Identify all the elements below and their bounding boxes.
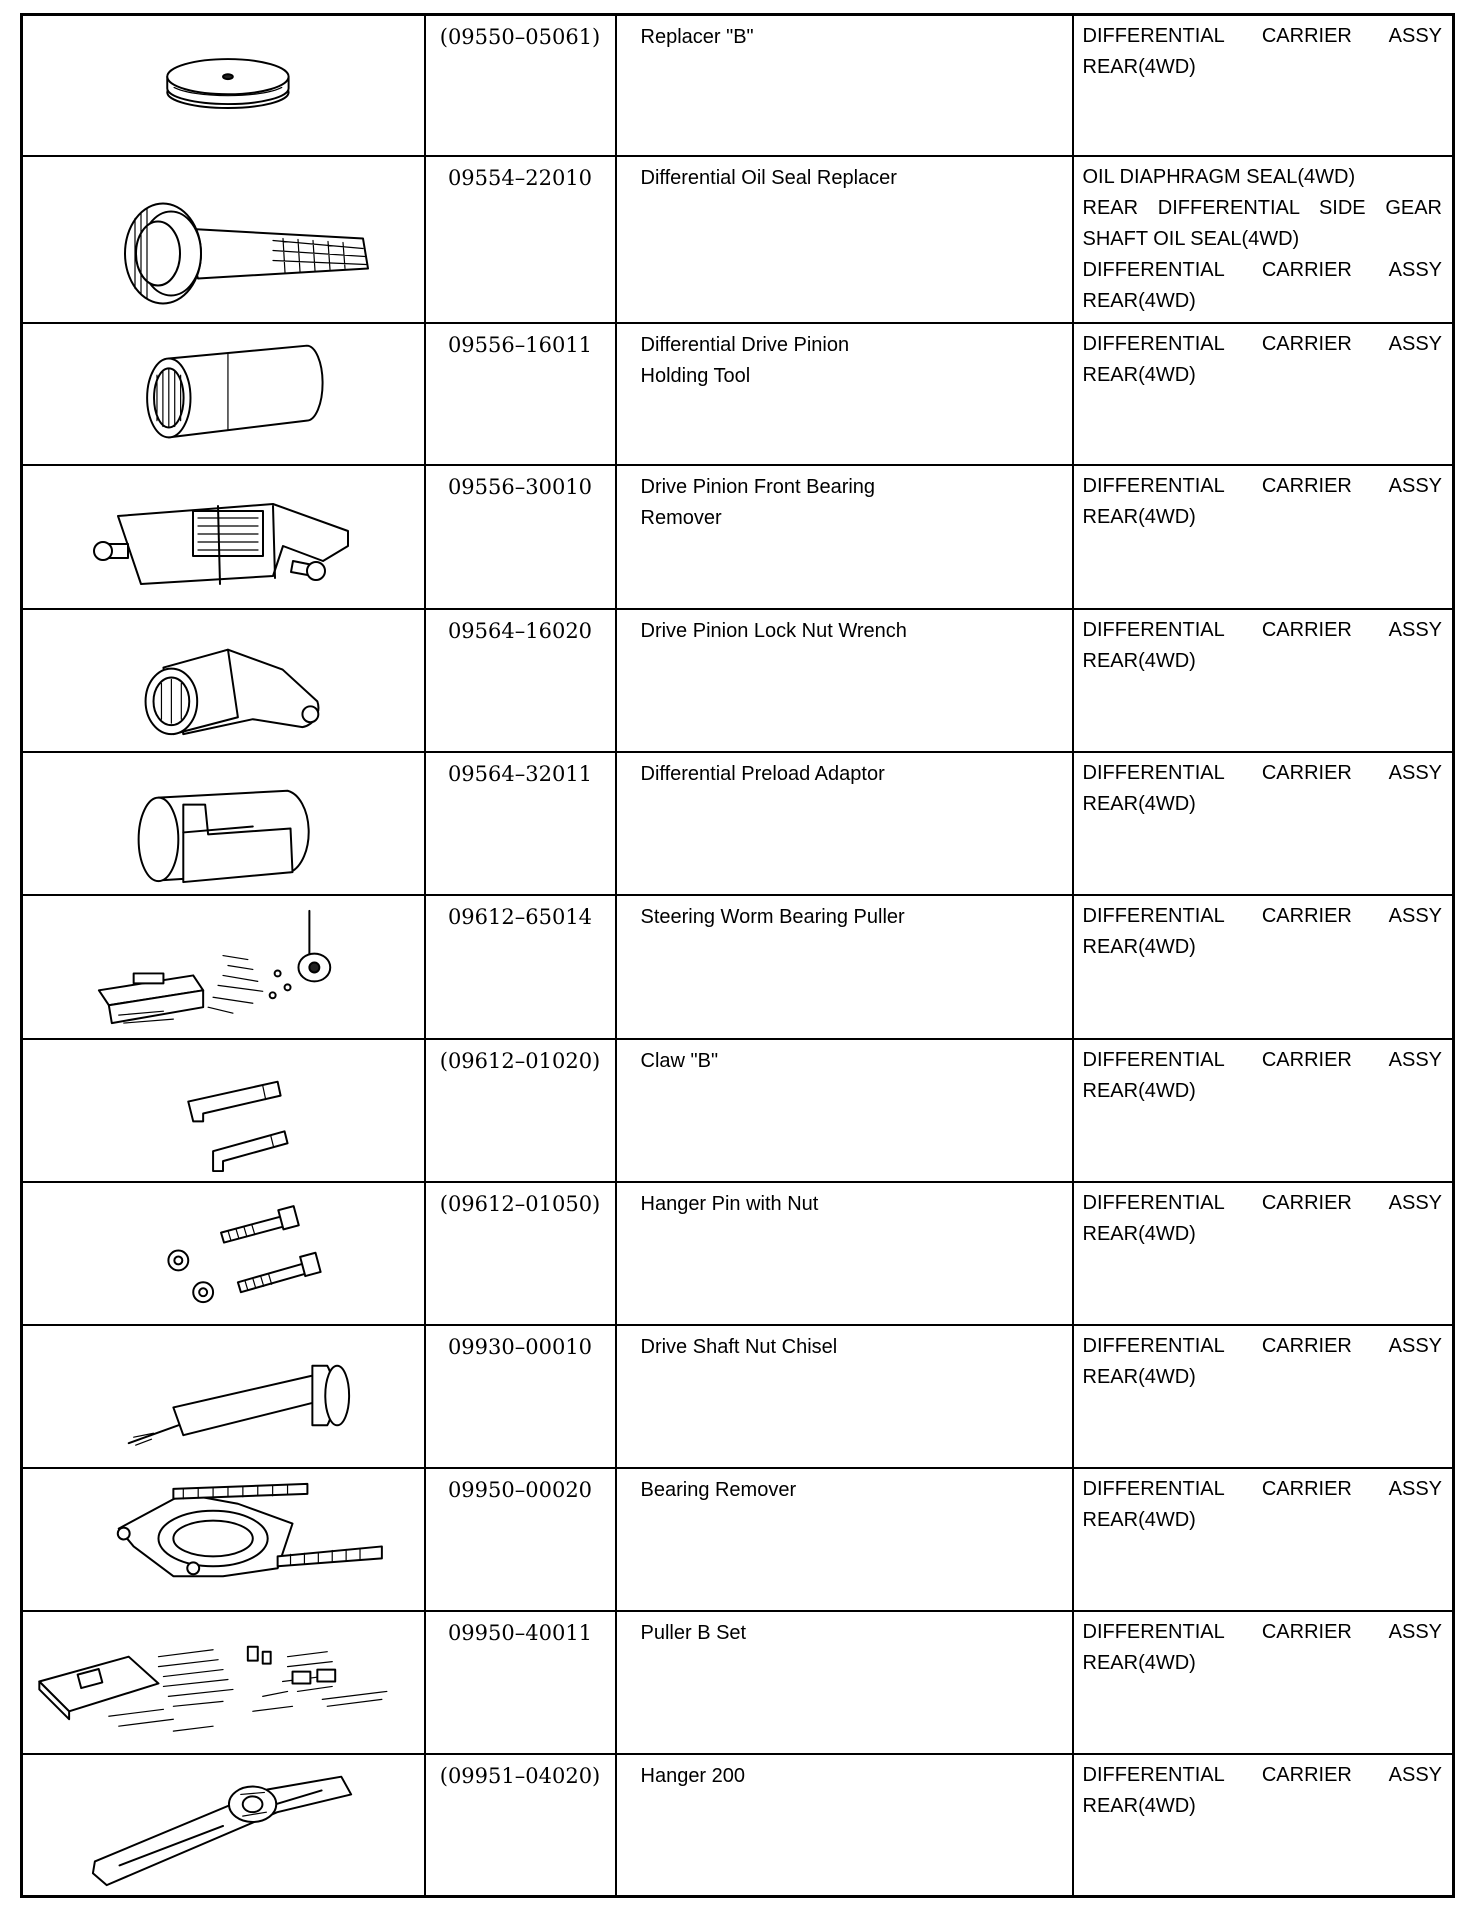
application-note — [1074, 1612, 1453, 1679]
tool-illustration-cell — [22, 609, 425, 752]
application-line: SHAFT OIL SEAL(4WD) — [1082, 227, 1300, 250]
part-number-cell — [425, 1611, 616, 1754]
application-note — [1074, 1326, 1453, 1393]
tool-name-cell — [616, 15, 1073, 156]
tool-name-cell — [616, 1611, 1073, 1754]
part-number: 09612–65014 — [447, 905, 593, 930]
part-number: 09564–32011 — [447, 762, 593, 787]
application-cell — [1073, 156, 1454, 323]
part-number: (09612–01020) — [439, 1048, 601, 1073]
application-note — [1074, 324, 1453, 391]
part-number-cell — [425, 1182, 616, 1325]
application-line: REAR(4WD) — [1082, 1652, 1196, 1675]
disc-replacer-icon — [23, 16, 425, 153]
application-line: DIFFERENTIAL CARRIER ASSY — [1082, 258, 1442, 281]
tool-name: Bearing Remover — [640, 1478, 797, 1501]
bearing-remover-clamp-icon — [23, 466, 425, 606]
hanger-pin-icon — [23, 1183, 425, 1322]
application-note — [1074, 1469, 1453, 1536]
tool-illustration-cell — [22, 323, 425, 465]
tool-name: Puller B Set — [640, 1622, 747, 1645]
tool-name-cell — [616, 323, 1073, 465]
application-note — [1074, 610, 1453, 677]
part-number-cell — [425, 15, 616, 156]
application-cell — [1073, 752, 1454, 895]
tool-name-cell — [616, 465, 1073, 609]
part-number: 09556–30010 — [447, 474, 593, 499]
part-number: 09556–16011 — [447, 332, 593, 357]
puller-kit-icon — [23, 896, 425, 1035]
tool-name: Steering Worm Bearing Puller — [640, 906, 905, 929]
application-line: REAR(4WD) — [1082, 56, 1196, 78]
tool-name: Claw "B" — [640, 1049, 719, 1072]
part-number: 09554–22010 — [447, 165, 593, 190]
table-row — [22, 609, 1454, 752]
application-note — [1074, 157, 1453, 317]
part-number-cell — [425, 1325, 616, 1468]
tool-name-cell — [616, 1039, 1073, 1182]
application-line: REAR(4WD) — [1082, 1365, 1196, 1388]
application-line: REAR(4WD) — [1082, 1079, 1196, 1102]
application-cell — [1073, 1754, 1454, 1896]
application-note — [1074, 753, 1453, 820]
application-note — [1074, 1755, 1453, 1822]
application-note — [1074, 1183, 1453, 1250]
application-line: DIFFERENTIAL CARRIER ASSY — [1082, 762, 1442, 785]
application-line: DIFFERENTIAL CARRIER ASSY — [1082, 1764, 1442, 1787]
part-number: 09564–16020 — [447, 619, 593, 644]
oil-seal-replacer-icon — [23, 157, 425, 320]
application-line: REAR(4WD) — [1082, 793, 1196, 816]
application-line: OIL DIAPHRAGM SEAL(4WD) — [1082, 165, 1356, 188]
application-line: DIFFERENTIAL CARRIER ASSY — [1082, 1621, 1442, 1644]
part-number-cell — [425, 465, 616, 609]
part-number-cell — [425, 156, 616, 323]
tool-illustration-cell — [22, 1754, 425, 1896]
tool-name-cell — [616, 1754, 1073, 1896]
part-number-cell — [425, 752, 616, 895]
part-number-cell — [425, 1468, 616, 1611]
application-cell — [1073, 15, 1454, 156]
application-line: REAR(4WD) — [1082, 363, 1196, 386]
application-line: REAR DIFFERENTIAL SIDE GEAR — [1082, 196, 1442, 219]
part-number: (09951–04020) — [439, 1764, 601, 1789]
tool-illustration-cell — [22, 1039, 425, 1182]
application-line: DIFFERENTIAL CARRIER ASSY — [1082, 332, 1442, 355]
tool-name: Drive Shaft Nut Chisel — [640, 1335, 838, 1358]
table-row — [22, 752, 1454, 895]
tool-name-cell — [616, 1325, 1073, 1468]
application-cell — [1073, 323, 1454, 465]
chisel-icon — [23, 1326, 425, 1465]
part-number-cell — [425, 1039, 616, 1182]
lock-nut-wrench-icon — [23, 610, 425, 749]
table-row — [22, 156, 1454, 323]
application-line: DIFFERENTIAL CARRIER ASSY — [1082, 619, 1442, 642]
application-line: REAR(4WD) — [1082, 936, 1196, 959]
application-line: DIFFERENTIAL CARRIER ASSY — [1082, 474, 1442, 497]
application-line: REAR(4WD) — [1082, 289, 1196, 312]
table-row — [22, 15, 1454, 156]
application-note — [1074, 1040, 1453, 1107]
tool-illustration-cell — [22, 1182, 425, 1325]
tool-illustration-cell — [22, 465, 425, 609]
table-row — [22, 323, 1454, 465]
tool-name: Drive Pinion Front Bearing Remover — [640, 475, 876, 529]
tool-illustration-cell — [22, 1325, 425, 1468]
preload-adaptor-icon — [23, 753, 425, 892]
tool-illustration-cell — [22, 15, 425, 156]
tool-name-cell — [616, 1182, 1073, 1325]
application-cell — [1073, 1611, 1454, 1754]
puller-set-icon — [23, 1612, 425, 1751]
part-number-cell — [425, 895, 616, 1038]
tool-illustration-cell — [22, 752, 425, 895]
application-note — [1074, 466, 1453, 533]
claw-icon — [23, 1040, 425, 1179]
application-cell — [1073, 1468, 1454, 1611]
tool-name-cell — [616, 752, 1073, 895]
application-line: DIFFERENTIAL CARRIER ASSY — [1082, 25, 1442, 47]
table-row — [22, 895, 1454, 1038]
application-line: DIFFERENTIAL CARRIER ASSY — [1082, 1477, 1442, 1500]
tools-table-body — [22, 15, 1454, 1897]
pinion-holding-tool-icon — [23, 324, 425, 462]
application-line: REAR(4WD) — [1082, 1222, 1196, 1245]
table-row — [22, 1182, 1454, 1325]
part-number: 09930–00010 — [447, 1334, 593, 1359]
application-line: REAR(4WD) — [1082, 1795, 1196, 1818]
application-cell — [1073, 1182, 1454, 1325]
bearing-remover-icon — [23, 1469, 425, 1608]
application-cell — [1073, 465, 1454, 609]
part-number: 09950–00020 — [447, 1477, 593, 1502]
application-line: REAR(4WD) — [1082, 505, 1196, 528]
application-note — [1074, 16, 1453, 83]
tool-illustration-cell — [22, 895, 425, 1038]
tool-name-cell — [616, 895, 1073, 1038]
special-service-tools-table — [20, 13, 1455, 1898]
application-line: DIFFERENTIAL CARRIER ASSY — [1082, 1048, 1442, 1071]
table-row — [22, 1325, 1454, 1468]
application-line: REAR(4WD) — [1082, 650, 1196, 673]
application-line: DIFFERENTIAL CARRIER ASSY — [1082, 1334, 1442, 1357]
table-row — [22, 1754, 1454, 1896]
application-note — [1074, 896, 1453, 963]
part-number-cell — [425, 609, 616, 752]
application-cell — [1073, 609, 1454, 752]
tool-illustration-cell — [22, 156, 425, 323]
tool-name: Replacer "B" — [640, 26, 754, 48]
tool-name: Differential Drive Pinion Holding Tool — [640, 333, 850, 387]
tool-name: Differential Oil Seal Replacer — [640, 166, 897, 189]
tool-illustration-cell — [22, 1611, 425, 1754]
part-number-cell — [425, 323, 616, 465]
table-row — [22, 1611, 1454, 1754]
application-line: REAR(4WD) — [1082, 1508, 1196, 1531]
table-row — [22, 1039, 1454, 1182]
tool-illustration-cell — [22, 1468, 425, 1611]
part-number: 09950–40011 — [447, 1621, 593, 1646]
part-number: (09550–05061) — [439, 25, 601, 49]
application-line: DIFFERENTIAL CARRIER ASSY — [1082, 905, 1442, 928]
tool-name: Hanger Pin with Nut — [640, 1192, 819, 1215]
tool-name: Drive Pinion Lock Nut Wrench — [640, 620, 907, 643]
tool-name: Differential Preload Adaptor — [640, 763, 885, 786]
tool-name-cell — [616, 1468, 1073, 1611]
tool-name: Hanger 200 — [640, 1765, 746, 1788]
part-number-cell — [425, 1754, 616, 1896]
application-line: DIFFERENTIAL CARRIER ASSY — [1082, 1191, 1442, 1214]
tool-name-cell — [616, 156, 1073, 323]
application-cell — [1073, 895, 1454, 1038]
hanger-bar-icon — [23, 1755, 425, 1893]
part-number: (09612–01050) — [439, 1191, 601, 1216]
table-row — [22, 465, 1454, 609]
table-row — [22, 1468, 1454, 1611]
application-cell — [1073, 1039, 1454, 1182]
tool-name-cell — [616, 609, 1073, 752]
application-cell — [1073, 1325, 1454, 1468]
